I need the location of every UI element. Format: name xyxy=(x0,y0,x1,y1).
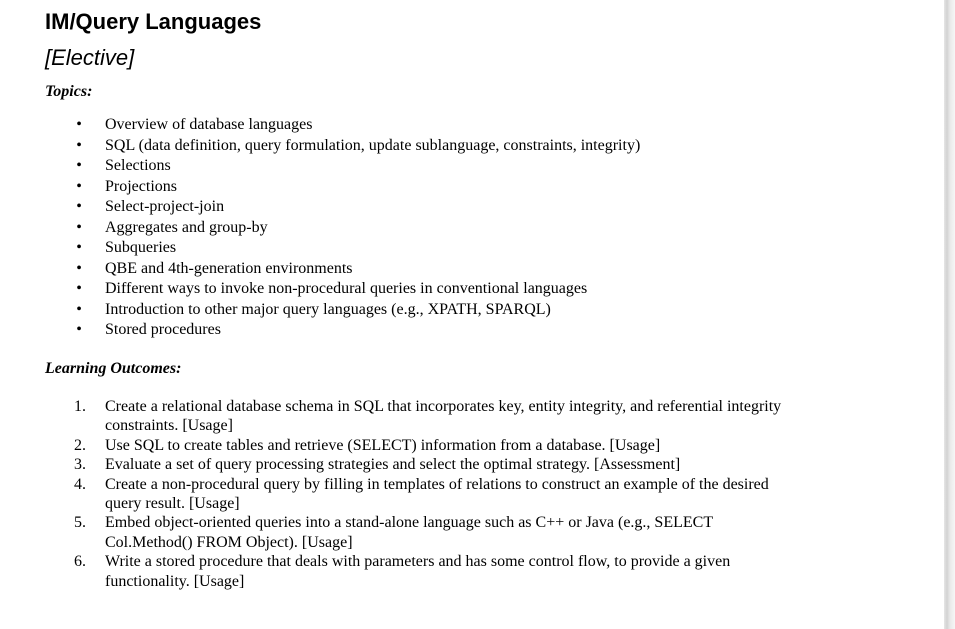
outcome-text-line: Write a stored procedure that deals with parameters and has some control flow, to provide a given xyxy=(105,553,731,571)
outcome-text-line: Evaluate a set of query processing strategies and select the optimal strategy. [Assessment] xyxy=(105,456,681,474)
learning-outcomes-list xyxy=(0,397,825,591)
outcome-text-line: Embed object-oriented queries into a stand-alone language such as C++ or Java (e.g., SELECT xyxy=(105,514,714,532)
topic-item xyxy=(0,197,640,218)
topic-item xyxy=(0,238,640,259)
outcome-text-line: Create a relational database schema in SQL that incorporates key, entity integrity, and referential integrity xyxy=(105,398,782,415)
elective-label: [Elective] xyxy=(45,45,135,70)
bullet-icon: • xyxy=(76,136,82,154)
outcome-number: 2. xyxy=(74,436,86,454)
outcome-number: 5. xyxy=(74,514,86,532)
topics-heading: Topics: xyxy=(45,83,93,100)
learning-outcomes-heading: Learning Outcomes: xyxy=(45,360,182,377)
page-edge-shadow xyxy=(944,0,955,629)
page-title: IM/Query Languages xyxy=(45,9,262,34)
outcome-text-line: query result. [Usage] xyxy=(105,495,240,513)
outcome-text-line: Use SQL to create tables and retrieve (SELECT) information from a database. [Usage] xyxy=(105,436,661,454)
bullet-icon: • xyxy=(76,218,82,236)
outcome-number: 4. xyxy=(74,475,86,493)
topics-list xyxy=(0,115,640,341)
topic-text: Overview of database languages xyxy=(105,116,313,133)
bullet-icon: • xyxy=(76,116,82,133)
topic-text: SQL (data definition, query formulation, update sublanguage, constraints, integrity) xyxy=(105,136,641,154)
topic-text: Select-project-join xyxy=(105,198,225,215)
topic-item xyxy=(0,259,640,280)
topic-item xyxy=(0,177,640,198)
outcome-text-line: Col.Method() FROM Object). [Usage] xyxy=(105,533,353,551)
bullet-icon: • xyxy=(76,198,82,215)
outcome-item xyxy=(0,455,825,474)
outcome-text-line: Create a non-procedural query by filling in templates of relations to construct an example of the desired xyxy=(105,475,769,493)
topic-item xyxy=(0,156,640,177)
outcome-item xyxy=(0,475,825,514)
topic-item xyxy=(0,115,640,136)
outcome-number: 3. xyxy=(74,456,86,474)
topic-text: Introduction to other major query languages (e.g., XPATH, SPARQL) xyxy=(105,300,551,318)
outcome-number: 6. xyxy=(74,553,86,571)
bullet-icon: • xyxy=(76,300,82,318)
topic-text: Projections xyxy=(105,177,177,195)
topic-text: Different ways to invoke non-procedural queries in conventional languages xyxy=(105,280,588,297)
topic-item xyxy=(0,320,640,341)
outcome-text-line: constraints. [Usage] xyxy=(105,417,233,435)
bullet-icon: • xyxy=(76,259,82,277)
topic-item xyxy=(0,136,640,157)
bullet-icon: • xyxy=(76,239,82,256)
topic-item xyxy=(0,279,640,300)
topic-text: Selections xyxy=(105,157,171,174)
bullet-icon: • xyxy=(76,321,82,338)
outcome-item xyxy=(0,436,825,455)
outcome-text-line: functionality. [Usage] xyxy=(105,572,245,590)
topic-item xyxy=(0,300,640,321)
bullet-icon: • xyxy=(76,177,82,195)
bullet-icon: • xyxy=(76,157,82,174)
topic-text: Aggregates and group-by xyxy=(105,218,268,236)
topic-item xyxy=(0,218,640,239)
topic-text: QBE and 4th-generation environments xyxy=(105,259,353,277)
bullet-icon: • xyxy=(76,280,82,297)
outcome-item xyxy=(0,552,825,591)
outcome-number: 1. xyxy=(74,398,86,415)
outcome-item xyxy=(0,513,825,552)
topic-text: Stored procedures xyxy=(105,321,221,338)
outcome-item xyxy=(0,397,825,436)
topic-text: Subqueries xyxy=(105,239,177,256)
